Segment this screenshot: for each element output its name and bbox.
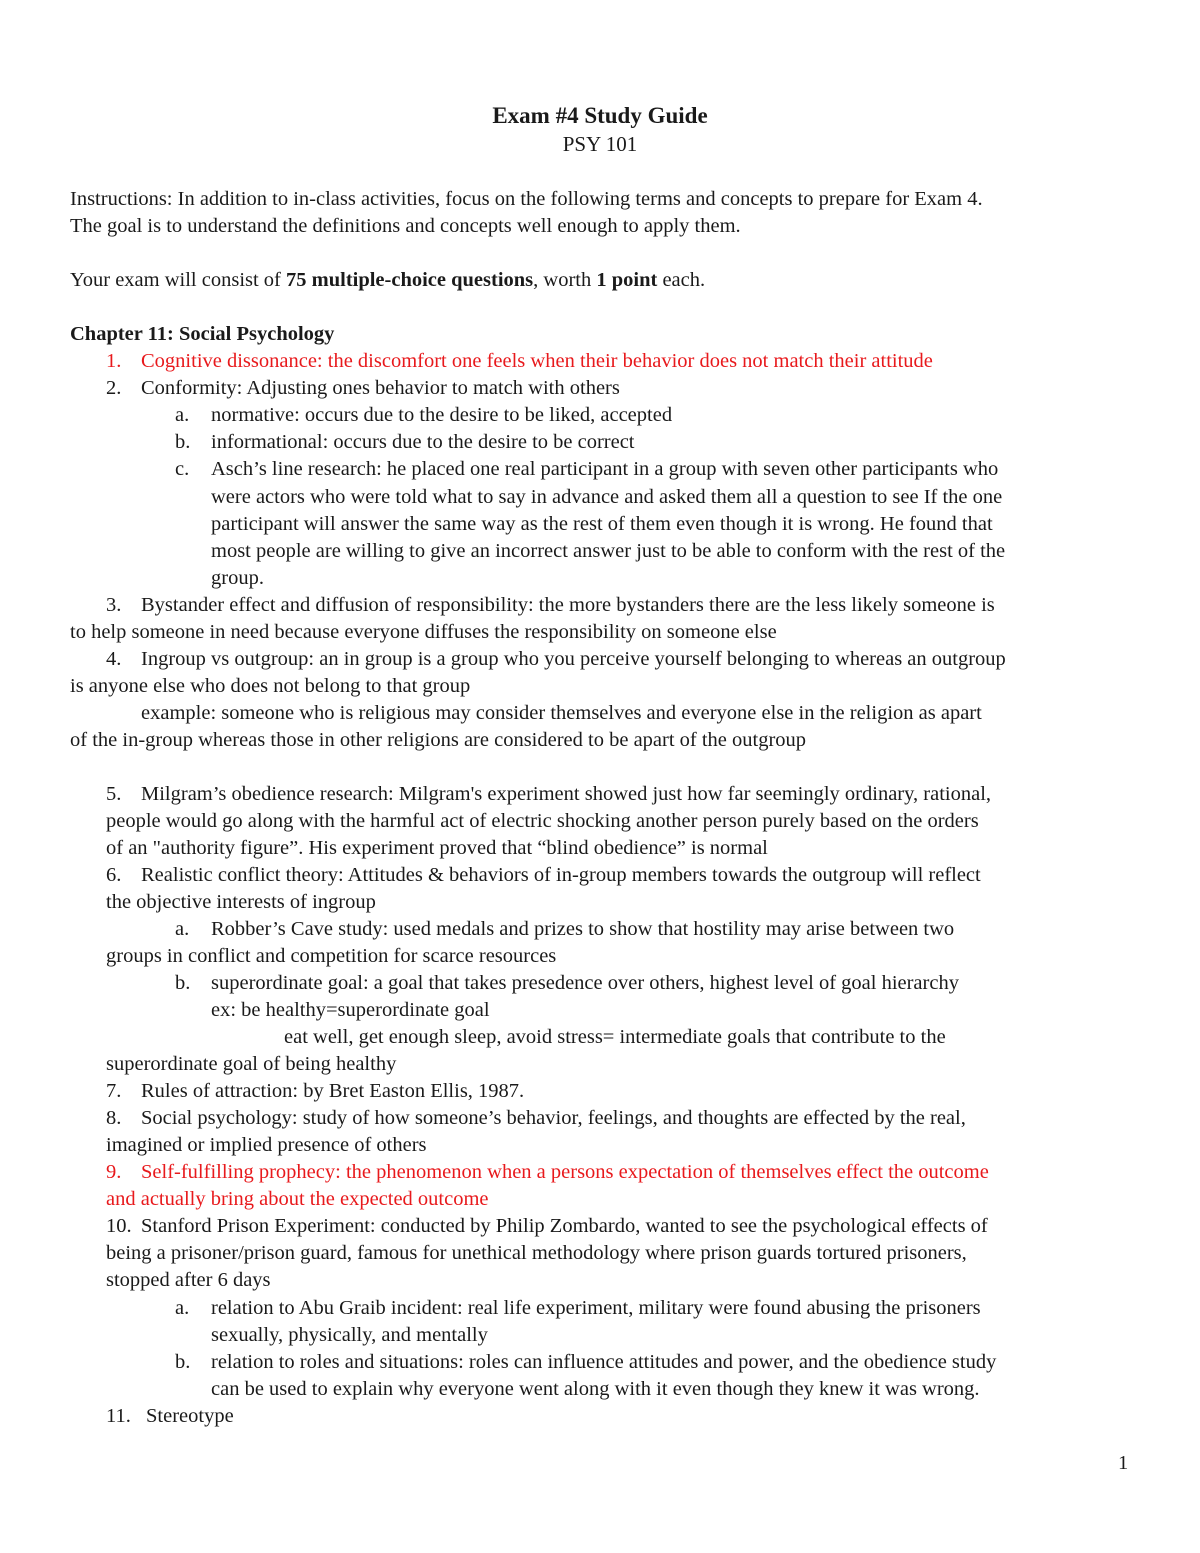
text-line: people would go along with the harmful act of electric shocking another person purely based on the orders <box>106 810 979 832</box>
chapter-heading: Chapter 11: Social Psychology <box>70 323 335 345</box>
text-line: of an "authority figure”. His experiment proved that “blind obedience” is normal <box>106 837 768 859</box>
term-milgram: Milgram’s obedience research: Milgram's experiment showed just how far seemingly ordinary, rational, <box>141 783 992 805</box>
term-conformity: Conformity: Adjusting ones behavior to match with others <box>141 377 620 399</box>
document-title: Exam #4 Study Guide <box>492 103 708 128</box>
sub-marker: b. <box>175 431 191 453</box>
list-marker: 2. <box>106 377 122 399</box>
term-rules-of-attraction: Rules of attraction: by Bret Easton Ellis, 1987. <box>141 1080 525 1102</box>
instructions-line-1: Instructions: In addition to in-class activities, focus on the following terms and concepts to prepare for Exam 4. <box>70 188 983 210</box>
term-stanford-prison: Stanford Prison Experiment: conducted by Philip Zombardo, wanted to see the psychological effects of <box>141 1215 988 1237</box>
exam-info-post: each. <box>657 269 706 291</box>
term-cognitive-dissonance: Cognitive dissonance: the discomfort one feels when their behavior does not match their attitude <box>141 350 933 372</box>
instructions-line-2: The goal is to understand the definitions and concepts well enough to apply them. <box>70 215 741 237</box>
text-line: eat well, get enough sleep, avoid stress= intermediate goals that contribute to the <box>284 1026 946 1048</box>
list-marker: 9. <box>106 1161 122 1183</box>
list-marker: 1. <box>106 350 122 372</box>
text-line: superordinate goal of being healthy <box>106 1053 397 1075</box>
term-stereotype: Stereotype <box>146 1405 234 1427</box>
sub-marker: c. <box>175 458 190 480</box>
list-marker: 5. <box>106 783 122 805</box>
exam-info <box>70 267 705 294</box>
sub-item-roles: relation to roles and situations: roles can influence attitudes and power, and the obedience study <box>211 1351 997 1373</box>
term-ingroup-outgroup: Ingroup vs outgroup: an in group is a group who you perceive yourself belonging to whereas an outgroup <box>141 648 1006 670</box>
sub-marker: a. <box>175 918 190 940</box>
text-line: stopped after 6 days <box>106 1269 271 1291</box>
sub-marker: b. <box>175 972 191 994</box>
text-line: the objective interests of ingroup <box>106 891 376 913</box>
text-line: example: someone who is religious may consider themselves and everyone else in the religion as apart <box>141 702 982 724</box>
list-marker: 8. <box>106 1107 122 1129</box>
sub-item-normative: normative: occurs due to the desire to be liked, accepted <box>211 404 673 426</box>
text-line: sexually, physically, and mentally <box>211 1324 488 1346</box>
text-line: to help someone in need because everyone diffuses the responsibility on someone else <box>70 621 777 643</box>
exam-info-mid: , worth <box>533 269 597 291</box>
text-line: being a prisoner/prison guard, famous for unethical methodology where prison guards tortured prisoners, <box>106 1242 967 1264</box>
text-line: of the in-group whereas those in other religions are considered to be apart of the outgroup <box>70 729 807 751</box>
question-count: 75 multiple-choice questions <box>286 269 534 291</box>
term-self-fulfilling-prophecy: Self-fulfilling prophecy: the phenomenon when a persons expectation of themselves effect the outcome <box>141 1161 989 1183</box>
sub-item-abu-graib: relation to Abu Graib incident: real life experiment, military were found abusing the prisoners <box>211 1297 981 1319</box>
sub-item-robbers-cave: Robber’s Cave study: used medals and prizes to show that hostility may arise between two <box>211 918 955 940</box>
text-line: can be used to explain why everyone went along with it even though they knew it was wrong. <box>211 1378 980 1400</box>
list-marker: 11. <box>106 1405 131 1427</box>
point-value: 1 point <box>596 269 658 291</box>
sub-item-asch: Asch’s line research: he placed one real participant in a group with seven other participants who <box>211 458 999 480</box>
text-line: ex: be healthy=superordinate goal <box>211 999 490 1021</box>
sub-marker: a. <box>175 1297 190 1319</box>
list-marker: 3. <box>106 594 122 616</box>
exam-info-pre: Your exam will consist of <box>70 269 287 291</box>
text-line: and actually bring about the expected outcome <box>106 1188 489 1210</box>
text-line: is anyone else who does not belong to that group <box>70 675 471 697</box>
term-realistic-conflict: Realistic conflict theory: Attitudes & behaviors of in-group members towards the outgroup will reflect <box>141 864 981 886</box>
sub-item-informational: informational: occurs due to the desire to be correct <box>211 431 635 453</box>
list-marker: 10. <box>106 1215 132 1237</box>
list-marker: 7. <box>106 1080 122 1102</box>
text-line: most people are willing to give an incorrect answer just to be able to conform with the rest of the <box>211 540 1006 562</box>
sub-marker: a. <box>175 404 190 426</box>
sub-item-superordinate: superordinate goal: a goal that takes presedence over others, highest level of goal hierarchy <box>211 972 959 994</box>
text-line: groups in conflict and competition for scarce resources <box>106 945 557 967</box>
list-marker: 4. <box>106 648 122 670</box>
term-social-psychology: Social psychology: study of how someone’s behavior, feelings, and thoughts are effected by the real, <box>141 1107 966 1129</box>
text-line: were actors who were told what to say in advance and asked them all a question to see If the one <box>211 486 1003 508</box>
text-line: group. <box>211 567 264 589</box>
page-number: 1 <box>1118 1452 1129 1474</box>
list-marker: 6. <box>106 864 122 886</box>
text-line: participant will answer the same way as the rest of them even though it is wrong. He found that <box>211 513 993 535</box>
term-bystander-effect: Bystander effect and diffusion of responsibility: the more bystanders there are the less likely someone is <box>141 594 995 616</box>
sub-marker: b. <box>175 1351 191 1373</box>
text-line: imagined or implied presence of others <box>106 1134 427 1156</box>
course-code: PSY 101 <box>562 132 638 156</box>
